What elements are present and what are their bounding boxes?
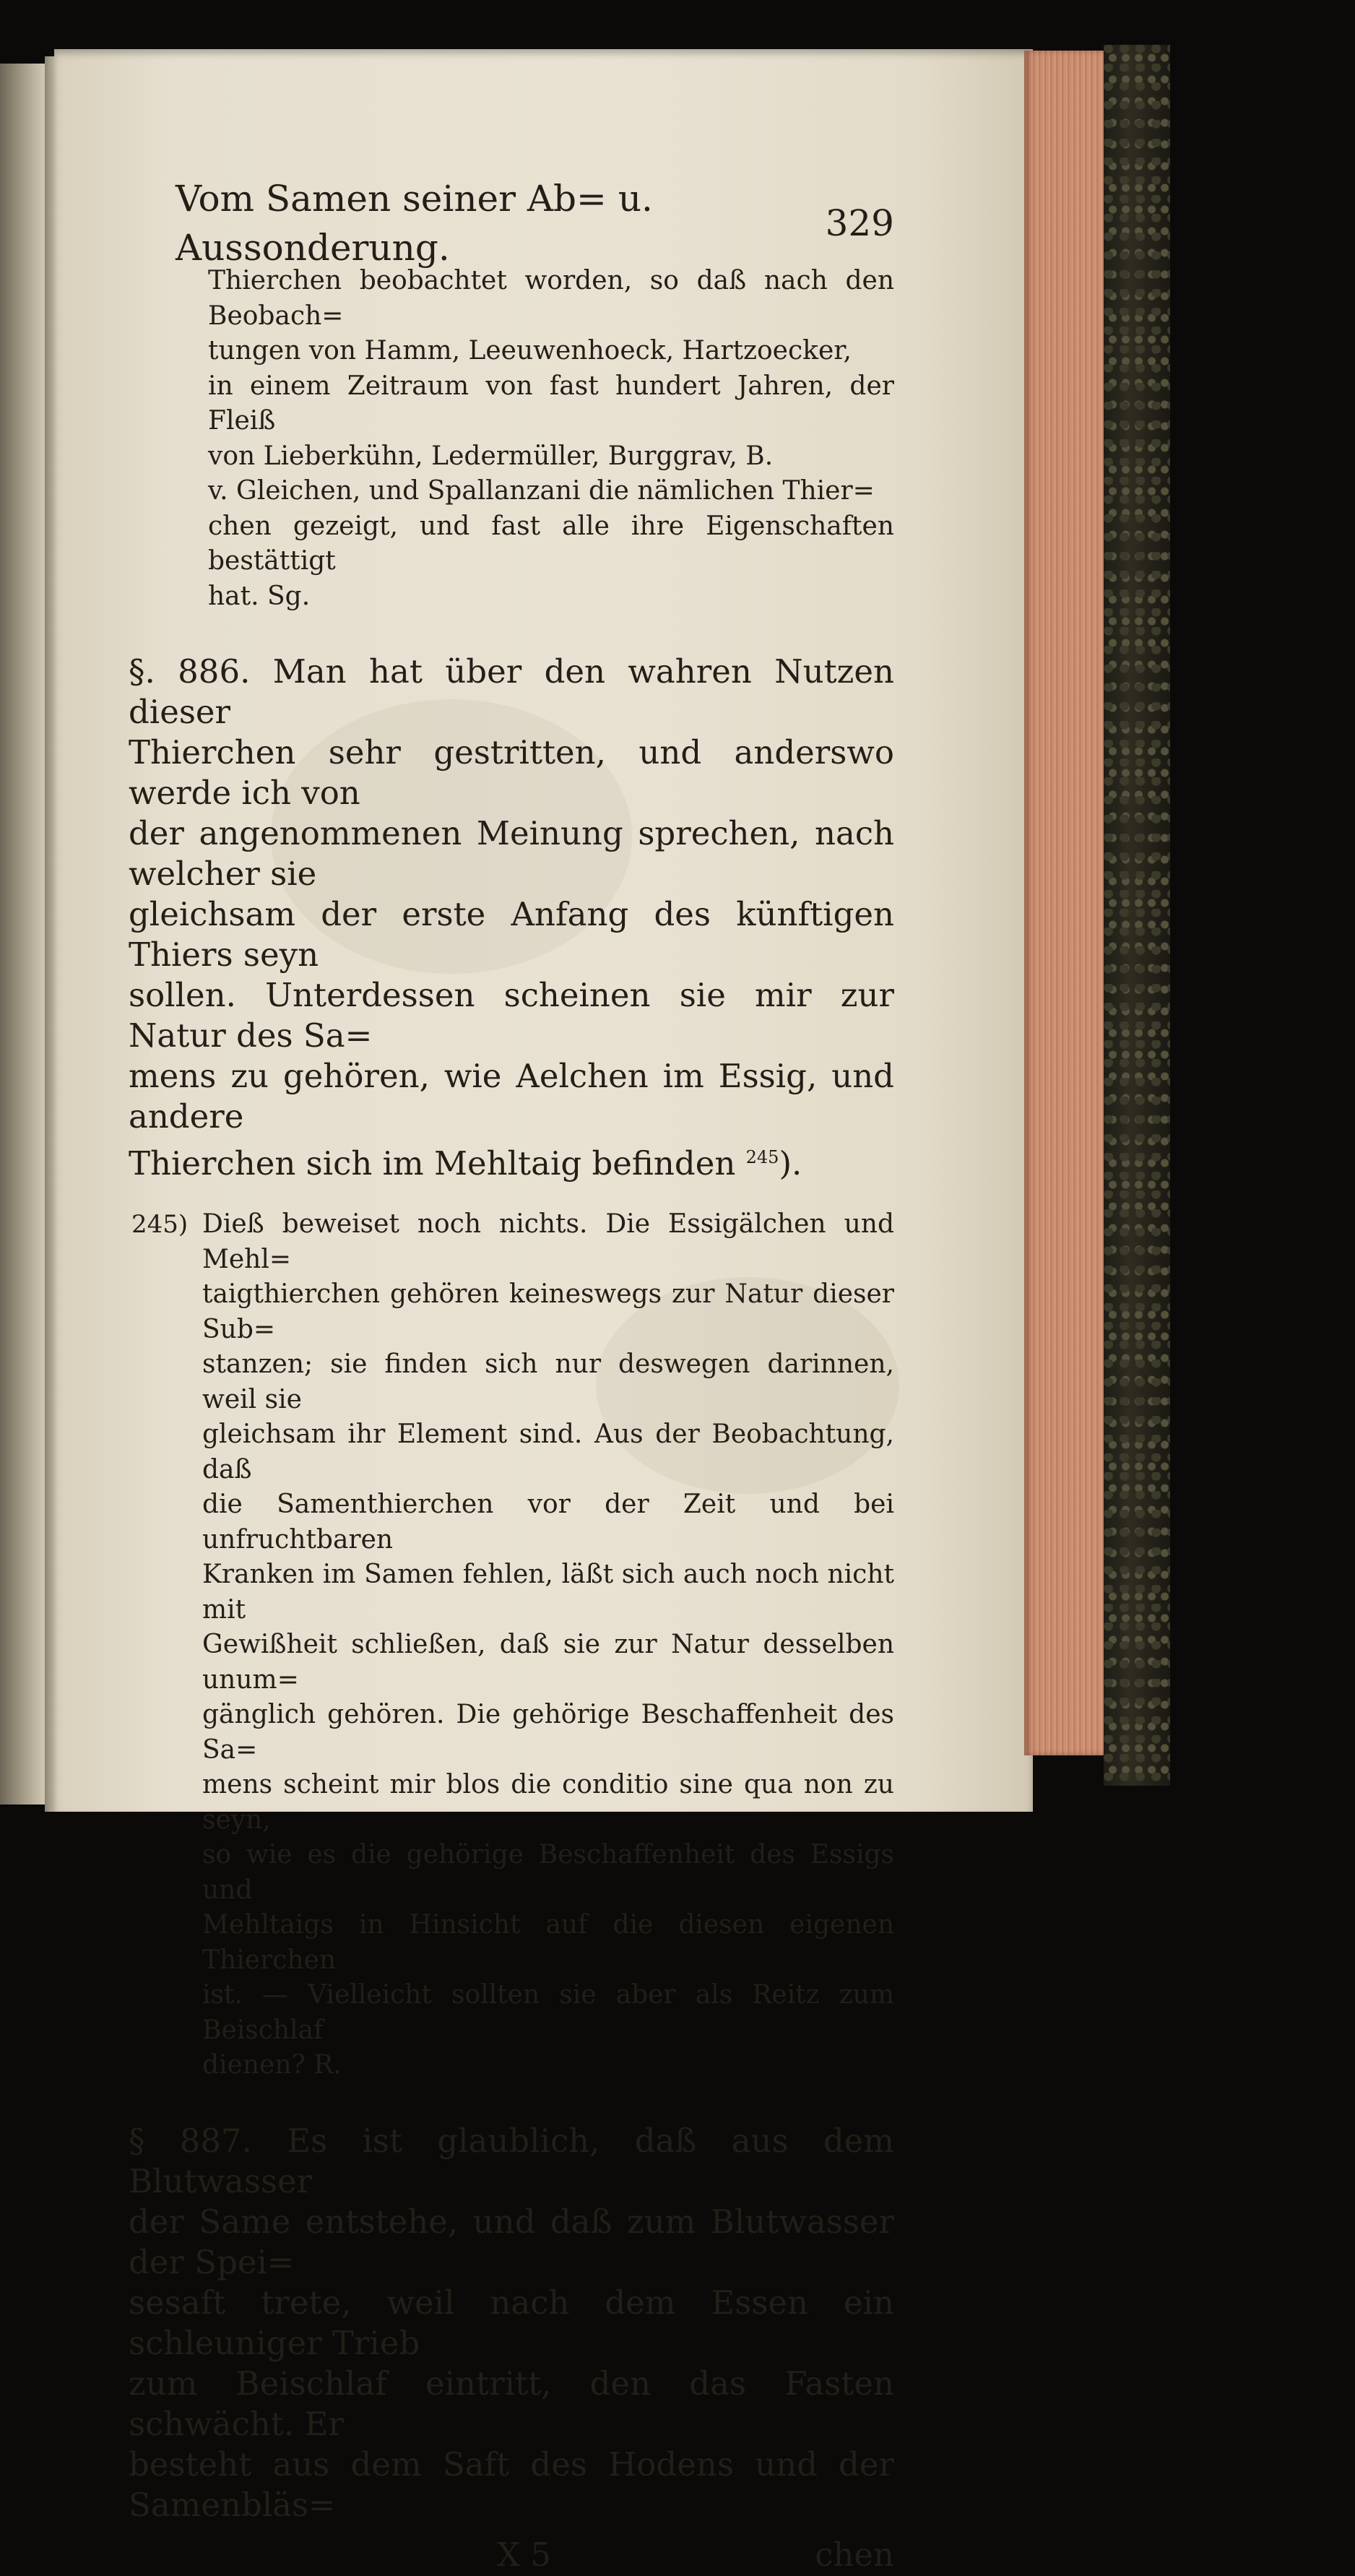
- running-head-title: Vom Samen seiner Ab= u. Aussonderung.: [176, 178, 653, 269]
- text-line: die Samenthierchen vor der Zeit und bei unfruchtbaren: [202, 1490, 894, 1555]
- footnote-reference: 245: [745, 1147, 779, 1167]
- text-line: [129, 1137, 894, 1184]
- text-line: gleichsam ihr Element sind. Aus der Beobachtung, daß: [202, 1419, 894, 1484]
- footnote-245: [131, 1207, 894, 2083]
- text-line: sollen. Unterdessen scheinen sie mir zur Natur des Sa=: [129, 976, 894, 1055]
- text-line: Mehltaigs in Hinsicht auf die diesen eigenen Thierchen: [202, 1910, 894, 1975]
- text-line: Thierchen sehr gestritten, und anderswo werde ich von: [129, 733, 894, 812]
- section-886: [129, 652, 894, 1184]
- text-line: taigthierchen gehören keineswegs zur Natur dieser Sub=: [202, 1279, 894, 1344]
- text-line: Kranken im Samen fehlen, läßt sich auch noch nicht mit: [202, 1560, 894, 1625]
- text-line: gleichsam der erste Anfang des künftigen Thiers seyn: [129, 895, 894, 974]
- text-line: in einem Zeitraum von fast hundert Jahren, der Fleiß: [208, 371, 894, 436]
- footnote-body: [202, 1207, 894, 2083]
- text-line: v. Gleichen, und Spallanzani die nämlichen Thier=: [208, 476, 875, 506]
- text-line: sesaft trete, weil nach dem Essen ein schleuniger Trieb: [129, 2283, 894, 2362]
- running-head: [176, 178, 894, 269]
- text-line: §. 886. Man hat über den wahren Nutzen dieser: [129, 652, 894, 731]
- page-number: 329: [825, 202, 894, 244]
- text-line: Gewißheit schließen, daß sie zur Natur desselben unum=: [202, 1630, 894, 1695]
- text-line: gänglich gehören. Die gehörige Beschaffenheit des Sa=: [202, 1700, 894, 1765]
- text-line: besteht aus dem Saft des Hodens und der Samenbläs=: [129, 2445, 894, 2524]
- text-line: mens zu gehören, wie Aelchen im Essig, und andere: [129, 1057, 894, 1136]
- catchword: chen: [815, 2535, 894, 2574]
- text-line: zum Beischlaf eintritt, den das Fasten schwächt. Er: [129, 2364, 894, 2443]
- text-line: der Same entstehe, und daß zum Blutwasser der Spei=: [129, 2202, 894, 2281]
- section-887: [129, 2121, 894, 2525]
- text-line: stanzen; sie finden sich nur deswegen darinnen, weil sie: [202, 1349, 894, 1414]
- text-fragment: Thierchen sich im Mehltaig befinden: [129, 1144, 736, 1183]
- text-line: Dieß beweiset noch nichts. Die Essigälchen und Mehl=: [202, 1209, 894, 1274]
- text-line: so wie es die gehörige Beschaffenheit des Essigs und: [202, 1840, 894, 1905]
- text-line: Thierchen beobachtet worden, so daß nach den Beobach=: [208, 266, 894, 331]
- book-cover: [1104, 45, 1170, 1786]
- text-line: chen gezeigt, und fast alle ihre Eigenschaften bestättigt: [208, 511, 894, 576]
- footnote-continuation: [208, 264, 894, 614]
- text-line: mens scheint mir blos die conditio sine qua non zu seyn,: [202, 1770, 894, 1835]
- text-line: § 887. Es ist glaublich, daß aus dem Blutwasser: [129, 2121, 894, 2200]
- signature-mark: X 5: [497, 2535, 551, 2574]
- text-line: dienen? R.: [202, 2050, 342, 2080]
- text-fragment: ).: [779, 1144, 802, 1183]
- text-line: der angenommenen Meinung sprechen, nach welcher sie: [129, 814, 894, 893]
- page-content: [129, 178, 894, 2576]
- text-line: hat. Sg.: [208, 581, 311, 611]
- text-line: von Lieberkühn, Ledermüller, Burggrav, B.: [208, 441, 774, 471]
- text-line: ist. — Vielleicht sollten sie aber als Reitz zum Beischlaf: [202, 1980, 894, 2045]
- footnote-marker: 245): [131, 1210, 189, 1239]
- text-line: tungen von Hamm, Leeuwenhoeck, Hartzoecker,: [208, 336, 852, 366]
- page-footer: [129, 2536, 894, 2576]
